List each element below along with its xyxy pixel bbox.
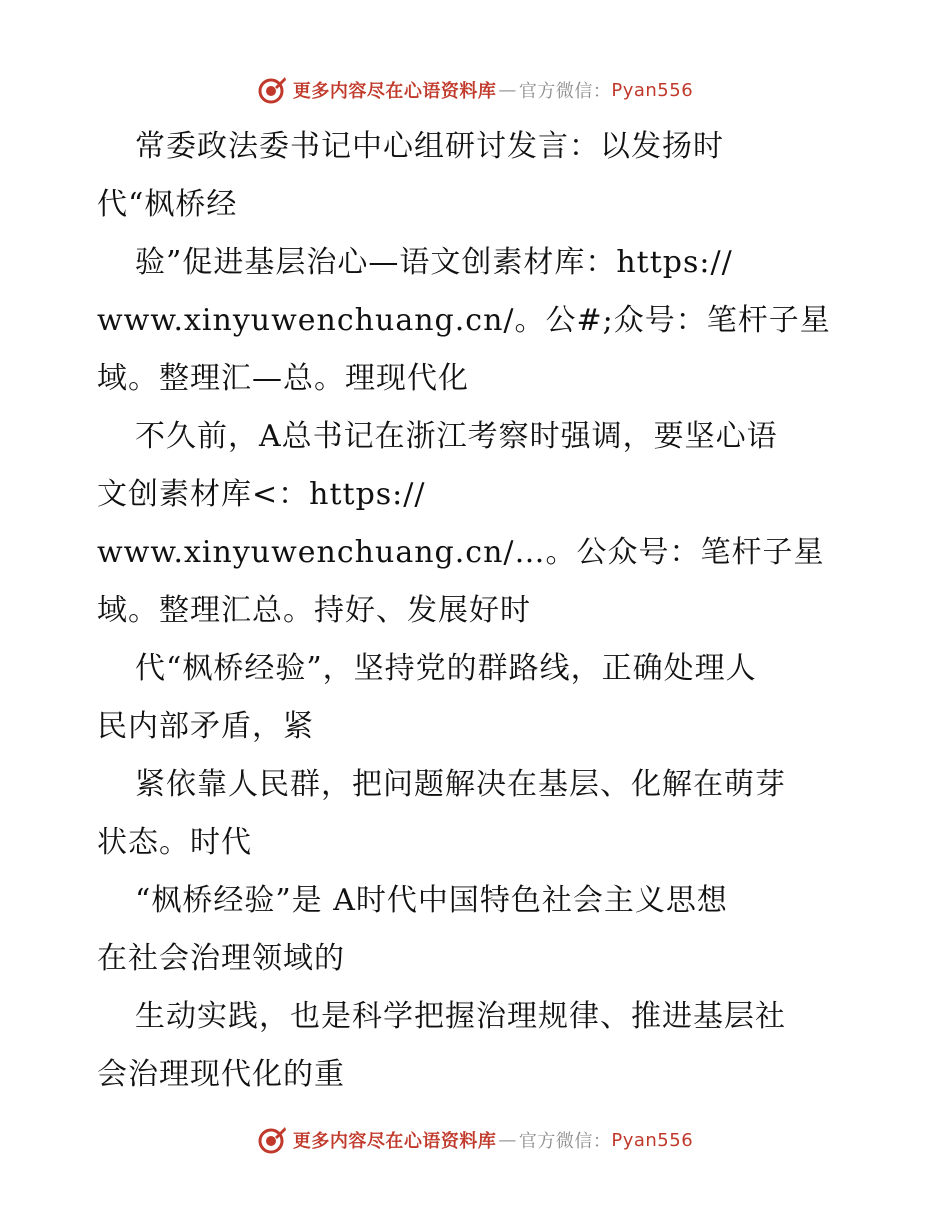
text-line: 紧依靠人民群，把问题解决在基层、化解在萌芽 (135, 767, 786, 802)
text-line: 会治理现代化的重 (97, 1057, 345, 1092)
watermark-dash: — (498, 1129, 517, 1151)
watermark-official: 官方微信： (518, 1131, 612, 1152)
text-line: 文创素材库<：https:// (97, 477, 426, 512)
footer-watermark (0, 1120, 950, 1160)
text-line: 状态。时代 (97, 825, 252, 860)
watermark-official: 官方微信： (518, 81, 612, 102)
watermark-site: 更多内容尽在心语资料库 (292, 81, 497, 102)
text-line: 域。整理汇—总。理现代化 (97, 361, 469, 396)
text-line: www.xinyuwenchuang.cn/…。公众号：笔杆子星 (97, 535, 825, 570)
text-line: 验”促进基层治心—语文创素材库：https:// (135, 245, 733, 280)
text-line: 代“枫桥经 (97, 187, 238, 222)
watermark-wechat-id: Pyan556 (611, 79, 694, 101)
header-watermark (0, 70, 950, 110)
watermark-dash: — (498, 79, 517, 101)
text-line: 在社会治理领域的 (97, 941, 345, 976)
watermark-wechat-id: Pyan556 (611, 1129, 694, 1151)
watermark-site: 更多内容尽在心语资料库 (292, 1131, 497, 1152)
text-line: 不久前，A总书记在浙江考察时强调，要坚心语 (135, 419, 778, 454)
pen-logo-icon (257, 75, 287, 105)
text-line: www.xinyuwenchuang.cn/。公#;众号：笔杆子星 (97, 303, 831, 338)
text-line: 代“枫桥经验”，坚持党的群路线，正确处理人 (135, 651, 757, 686)
document-body (97, 118, 867, 1104)
text-line: 域。整理汇总。持好、发展好时 (97, 593, 531, 628)
text-line: “枫桥经验”是 A时代中国特色社会主义思想 (135, 883, 728, 918)
pen-logo-icon (257, 1125, 287, 1155)
text-line: 民内部矛盾，紧 (97, 709, 314, 744)
text-line: 生动实践，也是科学把握治理规律、推进基层社 (135, 999, 786, 1034)
text-line: 常委政法委书记中心组研讨发言：以发扬时 (135, 129, 724, 164)
